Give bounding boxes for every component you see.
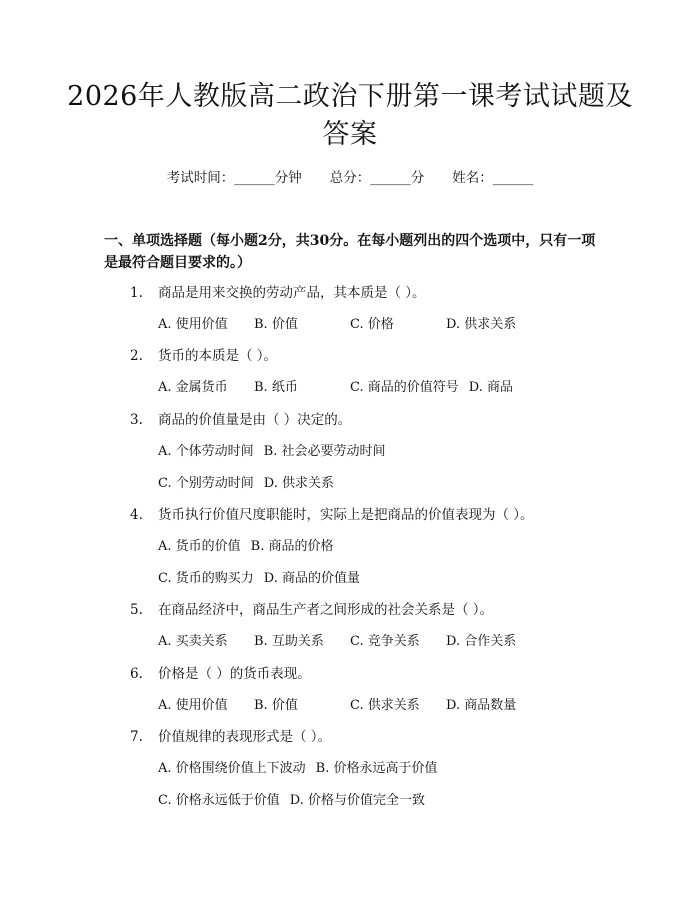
section-heading: 一、单项选择题（每小题2分，共30分。在每小题列出的四个选项中，只有一项是最符合题目要求的。） <box>104 233 596 271</box>
question-3 <box>130 410 351 430</box>
option-c: C. 竞争关系 <box>350 634 420 649</box>
option-d: D. 商品的价值量 <box>263 571 360 586</box>
exam-meta <box>0 168 700 188</box>
total-score-field: 总分：______分 <box>329 170 425 186</box>
question-1 <box>130 283 426 303</box>
option-a: A. 金属货币 <box>158 380 228 395</box>
option-a: A. 使用价值 <box>158 698 228 713</box>
option-c: C. 货币的购买力 <box>158 571 254 586</box>
question-number: 4. <box>130 507 143 523</box>
question-2-options <box>158 378 523 398</box>
option-b: B. 价值 <box>254 698 298 713</box>
option-a: A. 买卖关系 <box>158 634 228 649</box>
question-3-options-row-1 <box>158 442 395 462</box>
option-b: B. 价值 <box>254 317 298 332</box>
question-4-options-row-2 <box>158 569 370 589</box>
question-5-options <box>158 632 526 652</box>
question-4 <box>130 505 534 525</box>
option-d: D. 商品 <box>468 380 513 395</box>
question-text: 货币执行价值尺度职能时，实际上是把商品的价值表现为（ ）。 <box>158 507 534 523</box>
question-7 <box>130 727 331 747</box>
option-d: D. 合作关系 <box>446 634 517 649</box>
question-7-options-row-1 <box>158 759 447 779</box>
option-c: C. 供求关系 <box>350 698 420 713</box>
page-title: 2026年人教版高二政治下册第一课考试试题及答案 <box>67 81 633 150</box>
question-number: 7. <box>130 729 143 745</box>
option-a: A. 个体劳动时间 <box>158 444 254 459</box>
question-number: 3. <box>130 412 143 428</box>
option-d: D. 商品数量 <box>446 698 517 713</box>
question-number: 2. <box>130 348 143 364</box>
option-a: A. 价格围绕价值上下波动 <box>158 761 306 776</box>
question-text: 价值规律的表现形式是（ ）。 <box>158 729 332 745</box>
option-c: C. 商品的价值符号 <box>350 380 459 395</box>
option-d: D. 供求关系 <box>446 317 517 332</box>
question-number: 5. <box>130 602 143 618</box>
question-text: 价格是（ ）的货币表现。 <box>158 666 311 682</box>
option-d: D. 供求关系 <box>263 476 334 491</box>
option-c: C. 价格永远低于价值 <box>158 793 280 808</box>
option-b: B. 互助关系 <box>254 634 324 649</box>
exam-time-field: 考试时间：______分钟 <box>166 170 302 186</box>
question-text: 商品的价值量是由（ ）决定的。 <box>158 412 352 428</box>
question-text: 在商品经济中，商品生产者之间形成的社会关系是（ ）。 <box>158 602 494 618</box>
option-c: C. 价格 <box>350 317 394 332</box>
question-4-options-row-1 <box>158 537 343 557</box>
student-name-field: 姓名：______ <box>452 170 534 186</box>
option-a: A. 货币的价值 <box>158 539 241 554</box>
question-text: 货币的本质是（ ）。 <box>158 348 278 364</box>
option-a: A. 使用价值 <box>158 317 228 332</box>
question-3-options-row-2 <box>158 474 344 494</box>
question-6-options <box>158 696 526 716</box>
question-text: 商品是用来交换的劳动产品，其本质是（ ）。 <box>158 285 426 301</box>
option-b: B. 社会必要劳动时间 <box>263 444 386 459</box>
question-1-options <box>158 315 526 335</box>
question-number: 6. <box>130 666 143 682</box>
question-5 <box>130 600 493 620</box>
option-d: D. 价格与价值完全一致 <box>289 793 425 808</box>
option-b: B. 商品的价格 <box>250 539 334 554</box>
question-7-options-row-2 <box>158 791 435 811</box>
question-2 <box>130 346 277 366</box>
question-number: 1. <box>130 285 143 301</box>
question-6 <box>130 664 311 684</box>
option-b: B. 价格永远高于价值 <box>315 761 438 776</box>
option-c: C. 个别劳动时间 <box>158 476 254 491</box>
option-b: B. 纸币 <box>254 380 298 395</box>
